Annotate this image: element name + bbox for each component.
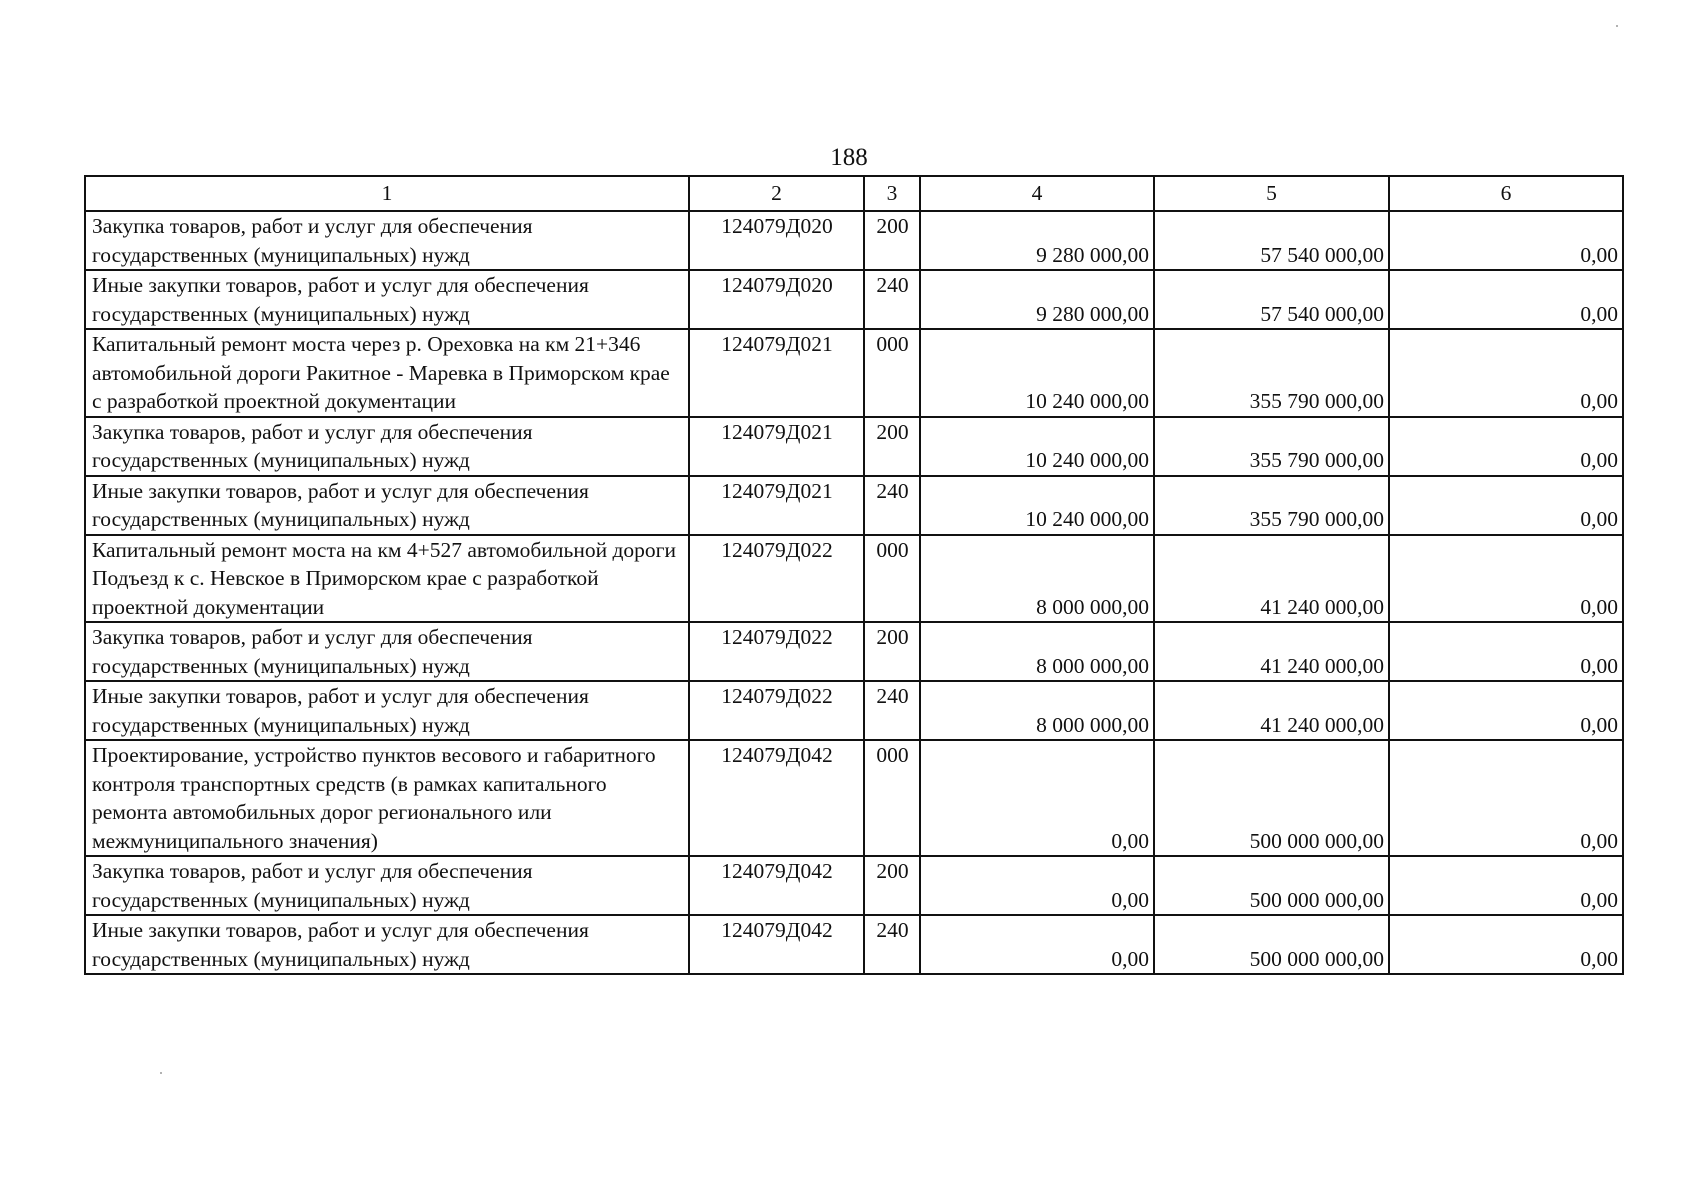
expense-name: Капитальный ремонт моста на км 4+527 автомобильной дороги Подъезд к с. Невское в Приморском крае с разработкой проектной документации: [85, 535, 689, 623]
amount-col-4: 0,00: [920, 856, 1154, 915]
amount-col-4: 10 240 000,00: [920, 329, 1154, 417]
budget-table: [84, 175, 1624, 975]
amount-col-5: 500 000 000,00: [1154, 856, 1389, 915]
table-row: [85, 329, 1623, 417]
table-row: [85, 622, 1623, 681]
expense-type-code: 000: [864, 740, 920, 856]
amount-col-4: 8 000 000,00: [920, 535, 1154, 623]
amount-col-4: 10 240 000,00: [920, 417, 1154, 476]
scan-speck: [1616, 25, 1618, 27]
amount-col-6: 0,00: [1389, 211, 1623, 270]
expense-type-code: 240: [864, 915, 920, 974]
table-row: [85, 417, 1623, 476]
column-header-4: 4: [920, 176, 1154, 211]
amount-col-4: 0,00: [920, 915, 1154, 974]
target-item-code: 124079Д021: [689, 476, 864, 535]
header-row: [85, 176, 1623, 211]
table-row: [85, 270, 1623, 329]
column-header-5: 5: [1154, 176, 1389, 211]
amount-col-5: 41 240 000,00: [1154, 622, 1389, 681]
table-row: [85, 476, 1623, 535]
amount-col-4: 10 240 000,00: [920, 476, 1154, 535]
amount-col-6: 0,00: [1389, 856, 1623, 915]
expense-type-code: 240: [864, 270, 920, 329]
table-row: [85, 915, 1623, 974]
expense-name: Капитальный ремонт моста через р. Ореховка на км 21+346 автомобильной дороги Ракитное - Маревка в Приморском крае с разработкой проектной документации: [85, 329, 689, 417]
table-row: [85, 681, 1623, 740]
target-item-code: 124079Д042: [689, 740, 864, 856]
target-item-code: 124079Д021: [689, 417, 864, 476]
amount-col-6: 0,00: [1389, 622, 1623, 681]
amount-col-5: 355 790 000,00: [1154, 476, 1389, 535]
expense-name: Закупка товаров, работ и услуг для обеспечения государственных (муниципальных) нужд: [85, 622, 689, 681]
column-header-6: 6: [1389, 176, 1623, 211]
amount-col-4: 9 280 000,00: [920, 270, 1154, 329]
column-header-3: 3: [864, 176, 920, 211]
expense-name: Иные закупки товаров, работ и услуг для обеспечения государственных (муниципальных) нужд: [85, 915, 689, 974]
amount-col-5: 500 000 000,00: [1154, 915, 1389, 974]
expense-type-code: 200: [864, 856, 920, 915]
table-row: [85, 535, 1623, 623]
target-item-code: 124079Д042: [689, 856, 864, 915]
amount-col-4: 8 000 000,00: [920, 622, 1154, 681]
expense-type-code: 000: [864, 329, 920, 417]
expense-name: Проектирование, устройство пунктов весового и габаритного контроля транспортных средств (в рамках капитального ремонта автомобильных дорог регионального или межмуниципального значения): [85, 740, 689, 856]
target-item-code: 124079Д022: [689, 535, 864, 623]
amount-col-5: 57 540 000,00: [1154, 211, 1389, 270]
table-row: [85, 856, 1623, 915]
column-header-1: 1: [85, 176, 689, 211]
amount-col-6: 0,00: [1389, 417, 1623, 476]
table-row: [85, 740, 1623, 856]
target-item-code: 124079Д022: [689, 622, 864, 681]
target-item-code: 124079Д042: [689, 915, 864, 974]
amount-col-5: 57 540 000,00: [1154, 270, 1389, 329]
amount-col-4: 0,00: [920, 740, 1154, 856]
amount-col-5: 355 790 000,00: [1154, 417, 1389, 476]
column-header-2: 2: [689, 176, 864, 211]
amount-col-6: 0,00: [1389, 476, 1623, 535]
amount-col-5: 500 000 000,00: [1154, 740, 1389, 856]
amount-col-6: 0,00: [1389, 535, 1623, 623]
expense-type-code: 240: [864, 476, 920, 535]
expense-name: Закупка товаров, работ и услуг для обеспечения государственных (муниципальных) нужд: [85, 856, 689, 915]
expense-type-code: 240: [864, 681, 920, 740]
amount-col-6: 0,00: [1389, 740, 1623, 856]
target-item-code: 124079Д020: [689, 270, 864, 329]
expense-name: Закупка товаров, работ и услуг для обеспечения государственных (муниципальных) нужд: [85, 417, 689, 476]
expense-type-code: 200: [864, 622, 920, 681]
expense-type-code: 200: [864, 417, 920, 476]
expense-name: Иные закупки товаров, работ и услуг для обеспечения государственных (муниципальных) нужд: [85, 476, 689, 535]
expense-type-code: 200: [864, 211, 920, 270]
expense-name: Закупка товаров, работ и услуг для обеспечения государственных (муниципальных) нужд: [85, 211, 689, 270]
amount-col-5: 41 240 000,00: [1154, 535, 1389, 623]
target-item-code: 124079Д020: [689, 211, 864, 270]
expense-name: Иные закупки товаров, работ и услуг для обеспечения государственных (муниципальных) нужд: [85, 270, 689, 329]
target-item-code: 124079Д021: [689, 329, 864, 417]
amount-col-6: 0,00: [1389, 915, 1623, 974]
target-item-code: 124079Д022: [689, 681, 864, 740]
amount-col-5: 355 790 000,00: [1154, 329, 1389, 417]
amount-col-4: 8 000 000,00: [920, 681, 1154, 740]
amount-col-6: 0,00: [1389, 681, 1623, 740]
amount-col-5: 41 240 000,00: [1154, 681, 1389, 740]
page-number: 188: [830, 144, 868, 171]
table-row: [85, 211, 1623, 270]
expense-type-code: 000: [864, 535, 920, 623]
scan-speck: [160, 1072, 162, 1074]
amount-col-6: 0,00: [1389, 329, 1623, 417]
amount-col-4: 9 280 000,00: [920, 211, 1154, 270]
amount-col-6: 0,00: [1389, 270, 1623, 329]
expense-name: Иные закупки товаров, работ и услуг для обеспечения государственных (муниципальных) нужд: [85, 681, 689, 740]
